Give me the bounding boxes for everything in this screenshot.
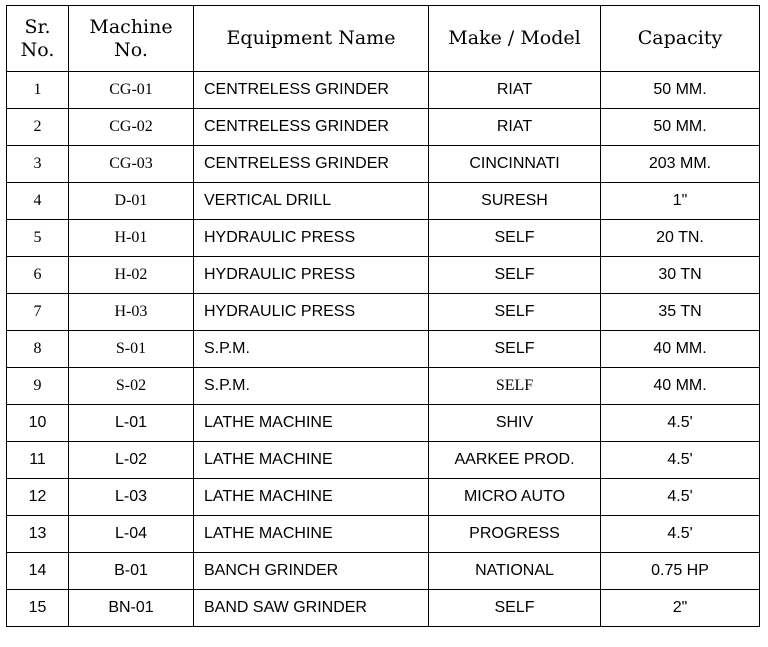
cell-machine-no: S-02 bbox=[69, 368, 194, 405]
cell-equipment-name: CENTRELESS GRINDER bbox=[194, 109, 429, 146]
cell-machine-no: H-03 bbox=[69, 294, 194, 331]
table-row bbox=[7, 220, 760, 257]
cell-equipment-name: VERTICAL DRILL bbox=[194, 183, 429, 220]
cell-equipment-name: BAND SAW GRINDER bbox=[194, 590, 429, 627]
cell-machine-no: CG-02 bbox=[69, 109, 194, 146]
cell-equipment-name: S.P.M. bbox=[194, 368, 429, 405]
cell-sr-no: 13 bbox=[7, 516, 69, 553]
header-row bbox=[7, 6, 760, 72]
table-row bbox=[7, 294, 760, 331]
cell-machine-no: H-02 bbox=[69, 257, 194, 294]
cell-equipment-name: HYDRAULIC PRESS bbox=[194, 294, 429, 331]
table-row bbox=[7, 442, 760, 479]
cell-make-model: SELF bbox=[429, 590, 601, 627]
cell-make-model: AARKEE PROD. bbox=[429, 442, 601, 479]
cell-sr-no: 15 bbox=[7, 590, 69, 627]
cell-machine-no: BN-01 bbox=[69, 590, 194, 627]
cell-make-model: CINCINNATI bbox=[429, 146, 601, 183]
equipment-table bbox=[6, 5, 760, 627]
cell-sr-no: 12 bbox=[7, 479, 69, 516]
cell-make-model: RIAT bbox=[429, 72, 601, 109]
table-row bbox=[7, 368, 760, 405]
cell-sr-no: 4 bbox=[7, 183, 69, 220]
cell-capacity: 1" bbox=[601, 183, 760, 220]
header-sr-line1: Sr. bbox=[24, 15, 51, 38]
table-body bbox=[7, 72, 760, 627]
cell-capacity: 50 MM. bbox=[601, 72, 760, 109]
cell-equipment-name: HYDRAULIC PRESS bbox=[194, 220, 429, 257]
table-row bbox=[7, 109, 760, 146]
cell-make-model: SELF bbox=[429, 294, 601, 331]
header-equipment-name: Equipment Name bbox=[194, 6, 429, 72]
cell-make-model: SHIV bbox=[429, 405, 601, 442]
table-row bbox=[7, 553, 760, 590]
header-capacity: Capacity bbox=[601, 6, 760, 72]
cell-capacity: 2" bbox=[601, 590, 760, 627]
cell-sr-no: 1 bbox=[7, 72, 69, 109]
table-row bbox=[7, 331, 760, 368]
cell-make-model: SELF bbox=[429, 257, 601, 294]
cell-capacity: 40 MM. bbox=[601, 368, 760, 405]
table-header bbox=[7, 6, 760, 72]
cell-make-model: NATIONAL bbox=[429, 553, 601, 590]
table-row bbox=[7, 405, 760, 442]
table-row bbox=[7, 72, 760, 109]
table-row bbox=[7, 590, 760, 627]
cell-sr-no: 8 bbox=[7, 331, 69, 368]
cell-capacity: 40 MM. bbox=[601, 331, 760, 368]
cell-equipment-name: HYDRAULIC PRESS bbox=[194, 257, 429, 294]
header-machine-no bbox=[69, 6, 194, 72]
cell-make-model: SURESH bbox=[429, 183, 601, 220]
table-row bbox=[7, 257, 760, 294]
cell-make-model: SELF bbox=[429, 368, 601, 405]
cell-equipment-name: BANCH GRINDER bbox=[194, 553, 429, 590]
cell-equipment-name: CENTRELESS GRINDER bbox=[194, 146, 429, 183]
cell-make-model: SELF bbox=[429, 220, 601, 257]
header-make-model: Make / Model bbox=[429, 6, 601, 72]
cell-capacity: 20 TN. bbox=[601, 220, 760, 257]
cell-capacity: 4.5' bbox=[601, 405, 760, 442]
cell-machine-no: L-03 bbox=[69, 479, 194, 516]
cell-machine-no: B-01 bbox=[69, 553, 194, 590]
cell-make-model: PROGRESS bbox=[429, 516, 601, 553]
cell-sr-no: 9 bbox=[7, 368, 69, 405]
cell-equipment-name: LATHE MACHINE bbox=[194, 479, 429, 516]
cell-equipment-name: LATHE MACHINE bbox=[194, 442, 429, 479]
cell-capacity: 0.75 HP bbox=[601, 553, 760, 590]
cell-machine-no: L-04 bbox=[69, 516, 194, 553]
cell-machine-no: H-01 bbox=[69, 220, 194, 257]
header-sr-line2: No. bbox=[20, 38, 55, 61]
cell-capacity: 4.5' bbox=[601, 442, 760, 479]
cell-make-model: RIAT bbox=[429, 109, 601, 146]
cell-equipment-name: CENTRELESS GRINDER bbox=[194, 72, 429, 109]
cell-sr-no: 3 bbox=[7, 146, 69, 183]
header-machine-line1: Machine bbox=[89, 15, 173, 38]
cell-sr-no: 11 bbox=[7, 442, 69, 479]
header-sr-no bbox=[7, 6, 69, 72]
cell-machine-no: L-02 bbox=[69, 442, 194, 479]
cell-machine-no: S-01 bbox=[69, 331, 194, 368]
cell-machine-no: D-01 bbox=[69, 183, 194, 220]
cell-make-model: MICRO AUTO bbox=[429, 479, 601, 516]
cell-sr-no: 5 bbox=[7, 220, 69, 257]
cell-sr-no: 7 bbox=[7, 294, 69, 331]
cell-equipment-name: S.P.M. bbox=[194, 331, 429, 368]
cell-equipment-name: LATHE MACHINE bbox=[194, 516, 429, 553]
cell-sr-no: 6 bbox=[7, 257, 69, 294]
cell-capacity: 4.5' bbox=[601, 479, 760, 516]
cell-equipment-name: LATHE MACHINE bbox=[194, 405, 429, 442]
cell-capacity: 4.5' bbox=[601, 516, 760, 553]
cell-machine-no: CG-03 bbox=[69, 146, 194, 183]
cell-machine-no: L-01 bbox=[69, 405, 194, 442]
header-machine-line2: No. bbox=[114, 38, 148, 61]
cell-capacity: 30 TN bbox=[601, 257, 760, 294]
cell-sr-no: 2 bbox=[7, 109, 69, 146]
table-row bbox=[7, 479, 760, 516]
cell-capacity: 50 MM. bbox=[601, 109, 760, 146]
cell-sr-no: 14 bbox=[7, 553, 69, 590]
cell-make-model: SELF bbox=[429, 331, 601, 368]
table-row bbox=[7, 516, 760, 553]
cell-machine-no: CG-01 bbox=[69, 72, 194, 109]
cell-capacity: 35 TN bbox=[601, 294, 760, 331]
cell-capacity: 203 MM. bbox=[601, 146, 760, 183]
cell-sr-no: 10 bbox=[7, 405, 69, 442]
table-row bbox=[7, 183, 760, 220]
table-row bbox=[7, 146, 760, 183]
